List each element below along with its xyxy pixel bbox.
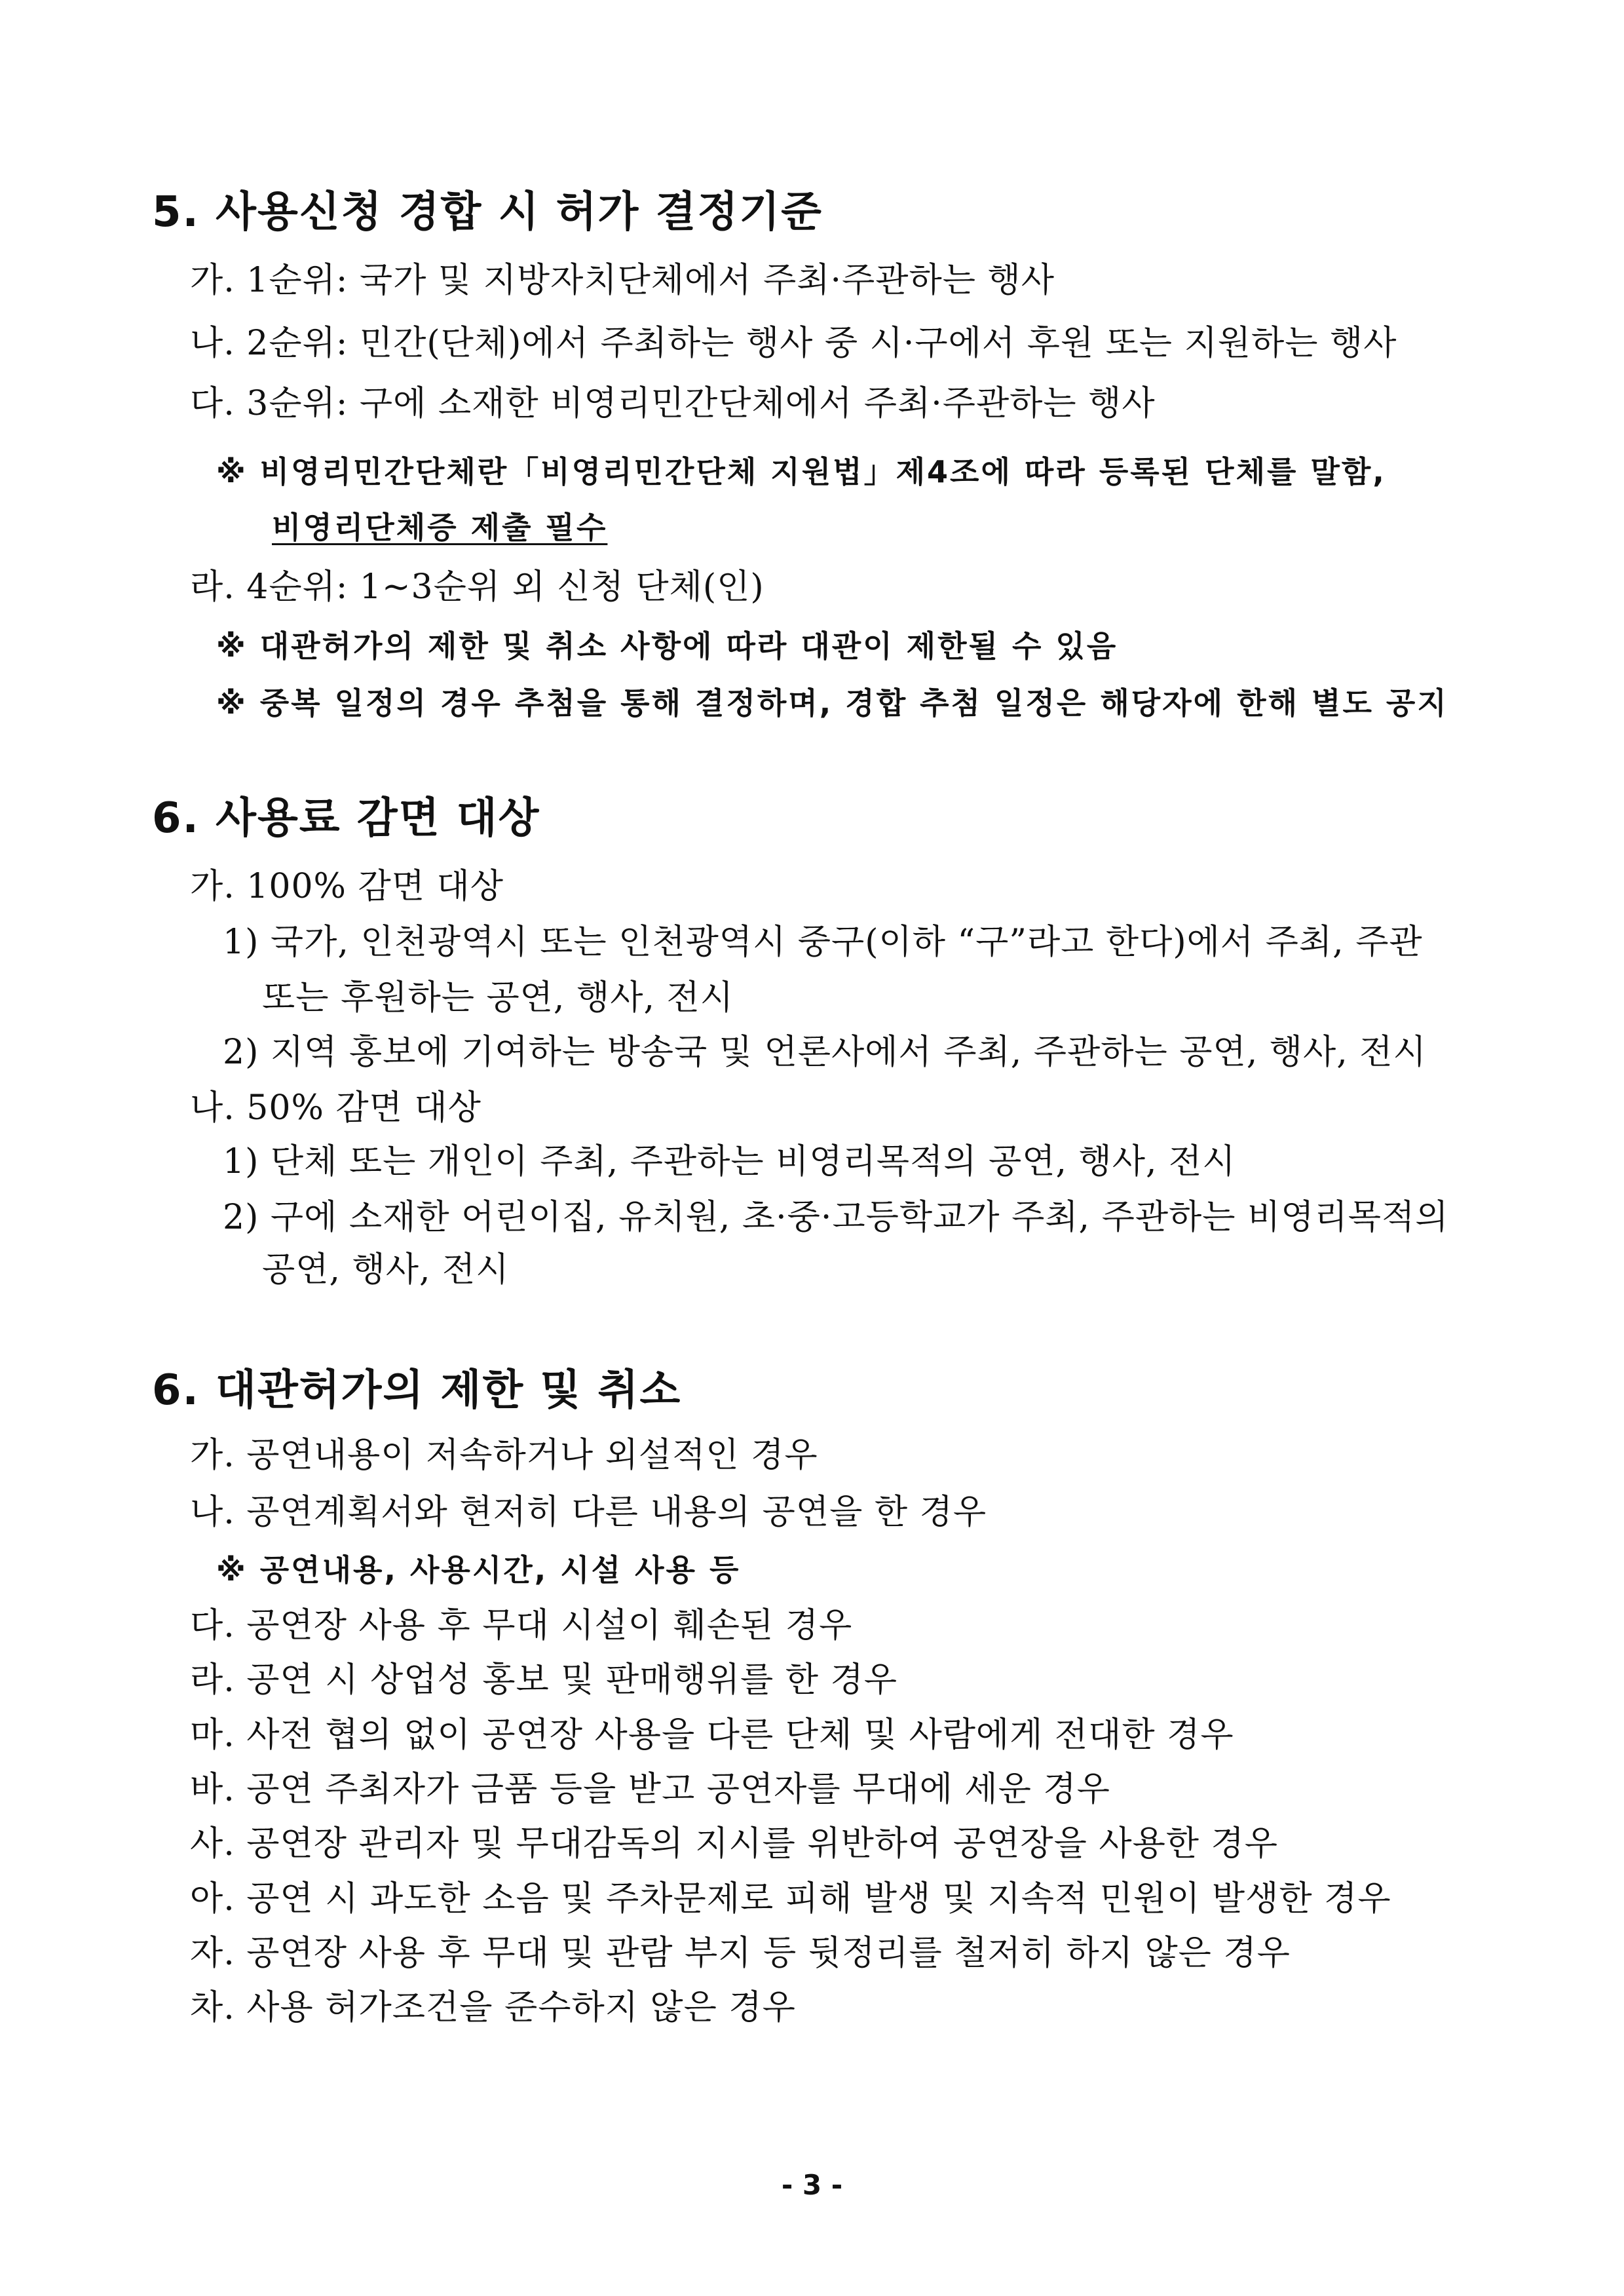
restriction-item-ra: 라. 공연 시 상업성 홍보 및 판매행위를 한 경우 [190, 1660, 897, 1700]
restriction-item-ja: 자. 공연장 사용 후 무대 및 관람 부지 등 뒷정리를 철저히 하지 않은 경우 [190, 1934, 1291, 1973]
priority-3-line: 다. 3순위: 구에 소재한 비영리민간단체에서 주최·주관하는 행사 [190, 384, 1156, 423]
restriction-item-sa: 사. 공연장 관리자 및 무대감독의 지시를 위반하여 공연장을 사용한 경우 [190, 1824, 1279, 1864]
page-number: - 3 - [781, 2169, 843, 2201]
nonprofit-definition-note: ※ 비영리민간단체란「비영리민간단체 지원법」제4조에 따라 등록된 단체를 말함, [216, 454, 1386, 489]
half-reduction-heading: 나. 50% 감면 대상 [190, 1088, 482, 1128]
half-reduction-item-1: 1) 단체 또는 개인이 주최, 주관하는 비영리목적의 공연, 행사, 전시 [223, 1142, 1236, 1181]
full-reduction-item-1-cont: 또는 후원하는 공연, 행사, 전시 [262, 978, 734, 1018]
section-title-6-fee: 6. 사용료 감면 대상 [152, 794, 540, 843]
section-title-5: 5. 사용신청 경합 시 허가 결정기준 [152, 188, 823, 237]
priority-1-line: 가. 1순위: 국가 및 지방자치단체에서 주최·주관하는 행사 [190, 261, 1055, 300]
priority-2-line: 나. 2순위: 민간(단체)에서 주최하는 행사 중 시·구에서 후원 또는 지원하는 행사 [190, 324, 1397, 363]
full-reduction-item-1: 1) 국가, 인천광역시 또는 인천광역시 중구(이하 “구”라고 한다)에서 주최, 주관 [223, 923, 1423, 962]
full-reduction-item-2: 2) 지역 홍보에 기여하는 방송국 및 언론사에서 주최, 주관하는 공연, 행사, 전시 [223, 1033, 1427, 1072]
restriction-item-cha: 차. 사용 허가조건을 준수하지 않은 경우 [190, 1988, 796, 2027]
restriction-item-da: 다. 공연장 사용 후 무대 시설이 훼손된 경우 [190, 1606, 853, 1645]
nonprofit-certificate-note: 비영리단체증 제출 필수 [272, 510, 608, 545]
restriction-item-a: 아. 공연 시 과도한 소음 및 주차문제로 피해 발생 및 지속적 민원이 발생한 경우 [190, 1879, 1391, 1919]
section-title-6-restriction: 6. 대관허가의 제한 및 취소 [152, 1366, 682, 1415]
restriction-item-ma: 마. 사전 협의 없이 공연장 사용을 다른 단체 및 사람에게 전대한 경우 [190, 1715, 1234, 1755]
performance-detail-note: ※ 공연내용, 사용시간, 시설 사용 등 [216, 1552, 741, 1588]
half-reduction-item-2-cont: 공연, 행사, 전시 [262, 1250, 510, 1290]
restriction-item-ga: 가. 공연내용이 저속하거나 외설적인 경우 [190, 1436, 818, 1475]
restriction-item-ba: 바. 공연 주최자가 금품 등을 받고 공연자를 무대에 세운 경우 [190, 1770, 1110, 1809]
full-reduction-heading: 가. 100% 감면 대상 [190, 867, 504, 906]
priority-4-line: 라. 4순위: 1~3순위 외 신청 단체(인) [190, 567, 765, 607]
duplicate-schedule-note: ※ 중복 일정의 경우 추첨을 통해 결정하며, 경합 추첨 일정은 해당자에 한해 별도 공지 [216, 685, 1448, 721]
restriction-item-na: 나. 공연계획서와 현저히 다른 내용의 공연을 한 경우 [190, 1493, 987, 1532]
half-reduction-item-2: 2) 구에 소재한 어린이집, 유치원, 초·중·고등학교가 주최, 주관하는 비영리목적의 [223, 1198, 1449, 1237]
restriction-note: ※ 대관허가의 제한 및 취소 사항에 따라 대관이 제한될 수 있음 [216, 628, 1118, 664]
